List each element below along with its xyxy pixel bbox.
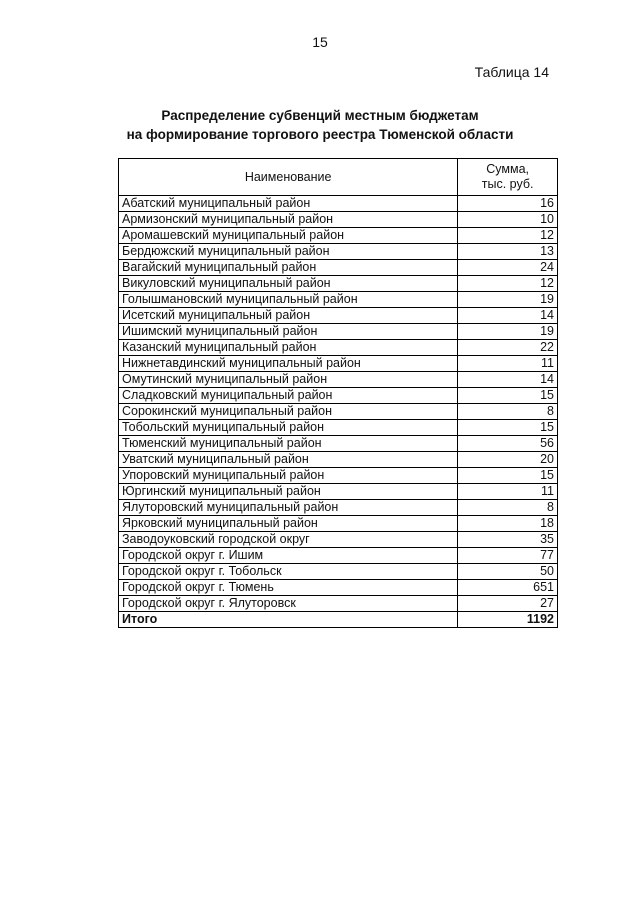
- total-value: 1192: [458, 612, 558, 628]
- row-name: Омутинский муниципальный район: [119, 372, 458, 388]
- row-value: 15: [458, 468, 558, 484]
- table-row: [119, 420, 558, 436]
- table-row: [119, 228, 558, 244]
- table-row: [119, 436, 558, 452]
- total-row: [119, 612, 558, 628]
- row-name: Городской округ г. Ишим: [119, 548, 458, 564]
- header-sum-line-2: тыс. руб.: [481, 177, 534, 191]
- row-name: Вагайский муниципальный район: [119, 260, 458, 276]
- row-value: 22: [458, 340, 558, 356]
- table-row: [119, 564, 558, 580]
- row-value: 10: [458, 212, 558, 228]
- row-name: Тобольский муниципальный район: [119, 420, 458, 436]
- document-title: [0, 106, 640, 144]
- table-row: [119, 516, 558, 532]
- row-value: 12: [458, 276, 558, 292]
- table-row: [119, 324, 558, 340]
- row-value: 15: [458, 388, 558, 404]
- row-name: Ярковский муниципальный район: [119, 516, 458, 532]
- row-value: 14: [458, 308, 558, 324]
- row-value: 77: [458, 548, 558, 564]
- table-row: [119, 500, 558, 516]
- row-name: Сорокинский муниципальный район: [119, 404, 458, 420]
- document-title-line-2: на формирование торгового реестра Тюменской области: [126, 127, 514, 142]
- table-row: [119, 340, 558, 356]
- header-name: Наименование: [119, 159, 458, 196]
- row-value: 27: [458, 596, 558, 612]
- document-title-line-1: Распределение субвенций местным бюджетам: [161, 108, 479, 123]
- table-row: [119, 580, 558, 596]
- header-sum-line-1: Сумма,: [486, 162, 530, 176]
- table-label: Таблица 14: [474, 64, 549, 80]
- row-name: Нижнетавдинский муниципальный район: [119, 356, 458, 372]
- row-value: 56: [458, 436, 558, 452]
- row-name: Армизонский муниципальный район: [119, 212, 458, 228]
- row-name: Городской округ г. Тюмень: [119, 580, 458, 596]
- row-name: Ишимский муниципальный район: [119, 324, 458, 340]
- table-row: [119, 452, 558, 468]
- row-name: Бердюжский муниципальный район: [119, 244, 458, 260]
- row-name: Абатский муниципальный район: [119, 196, 458, 212]
- row-name: Упоровский муниципальный район: [119, 468, 458, 484]
- subvention-table: [118, 158, 558, 628]
- row-name: Исетский муниципальный район: [119, 308, 458, 324]
- row-name: Уватский муниципальный район: [119, 452, 458, 468]
- row-value: 651: [458, 580, 558, 596]
- row-name: Юргинский муниципальный район: [119, 484, 458, 500]
- row-value: 50: [458, 564, 558, 580]
- row-value: 19: [458, 324, 558, 340]
- row-value: 11: [458, 484, 558, 500]
- table-row: [119, 468, 558, 484]
- row-value: 11: [458, 356, 558, 372]
- table-body: [119, 196, 558, 628]
- table-row: [119, 596, 558, 612]
- row-value: 16: [458, 196, 558, 212]
- row-name: Городской округ г. Ялуторовск: [119, 596, 458, 612]
- table-row: [119, 484, 558, 500]
- table-row: [119, 532, 558, 548]
- row-name: Заводоуковский городской округ: [119, 532, 458, 548]
- table-row: [119, 276, 558, 292]
- row-value: 12: [458, 228, 558, 244]
- row-value: 8: [458, 404, 558, 420]
- row-value: 18: [458, 516, 558, 532]
- table-row: [119, 260, 558, 276]
- row-name: Аромашевский муниципальный район: [119, 228, 458, 244]
- total-label: Итого: [119, 612, 458, 628]
- table-row: [119, 356, 558, 372]
- row-value: 35: [458, 532, 558, 548]
- row-value: 24: [458, 260, 558, 276]
- row-value: 14: [458, 372, 558, 388]
- row-name: Викуловский муниципальный район: [119, 276, 458, 292]
- table-row: [119, 548, 558, 564]
- row-name: Казанский муниципальный район: [119, 340, 458, 356]
- row-value: 20: [458, 452, 558, 468]
- row-name: Голышмановский муниципальный район: [119, 292, 458, 308]
- table-row: [119, 196, 558, 212]
- row-name: Тюменский муниципальный район: [119, 436, 458, 452]
- row-name: Ялуторовский муниципальный район: [119, 500, 458, 516]
- row-value: 15: [458, 420, 558, 436]
- table-row: [119, 372, 558, 388]
- row-name: Сладковский муниципальный район: [119, 388, 458, 404]
- table-header-row: [119, 159, 558, 196]
- table-row: [119, 244, 558, 260]
- table-row: [119, 212, 558, 228]
- row-value: 19: [458, 292, 558, 308]
- table-row: [119, 388, 558, 404]
- header-sum: [458, 159, 558, 196]
- table-row: [119, 404, 558, 420]
- row-name: Городской округ г. Тобольск: [119, 564, 458, 580]
- table-row: [119, 308, 558, 324]
- row-value: 13: [458, 244, 558, 260]
- row-value: 8: [458, 500, 558, 516]
- page-number: 15: [312, 34, 328, 50]
- table-row: [119, 292, 558, 308]
